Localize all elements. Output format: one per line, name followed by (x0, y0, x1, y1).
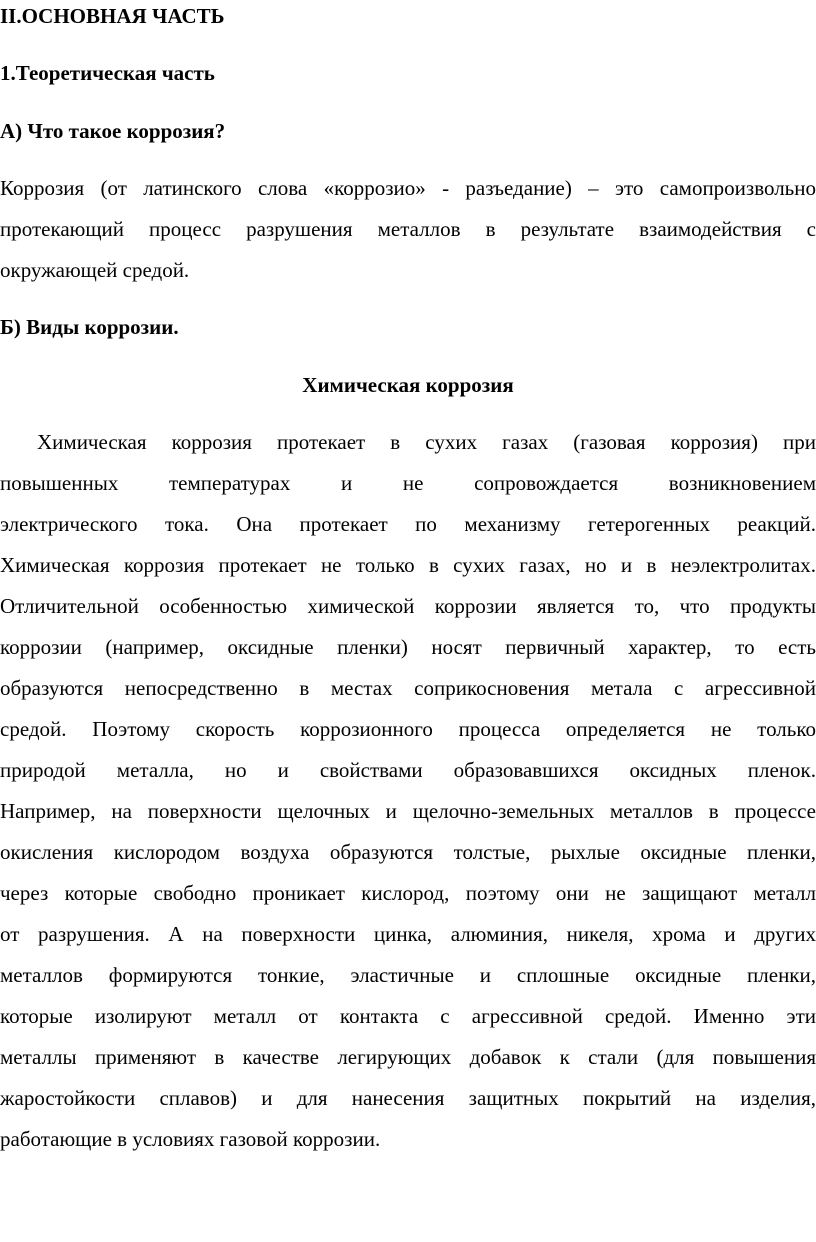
chemical-line: средой. Поэтому скорость коррозионного процесса определяется не только (0, 717, 816, 741)
chemical-line: электрического тока. Она протекает по механизму гетерогенных реакций. (0, 512, 816, 536)
intro-line: Коррозия (от латинского слова «коррозио» - разъедание) – это самопроизвольно (0, 176, 816, 200)
heading-main: II.ОСНОВНАЯ ЧАСТЬ (0, 4, 225, 28)
chemical-line: коррозии (например, оксидные пленки) носят первичный характер, то есть (0, 635, 816, 659)
intro-line: окружающей средой. (0, 258, 190, 282)
chemical-line: через которые свободно проникает кислород, поэтому они не защищают металл (0, 881, 816, 905)
heading-what-is-corrosion: А) Что такое коррозия? (0, 119, 226, 143)
chemical-line: окисления кислородом воздуха образуются толстые, рыхлые оксидные пленки, (0, 840, 816, 864)
chemical-line: образуются непосредственно в местах соприкосновения метала с агрессивной (0, 676, 816, 700)
chemical-line: которые изолируют металл от контакта с агрессивной средой. Именно эти (0, 1004, 816, 1028)
chemical-line: природой металла, но и свойствами образовавшихся оксидных пленок. (0, 758, 816, 782)
heading-chemical-corrosion: Химическая коррозия (302, 373, 514, 397)
heading-theory: 1.Теоретическая часть (0, 61, 215, 85)
chemical-line: Химическая коррозия протекает в сухих газах (газовая коррозия) при (37, 430, 816, 454)
intro-line: протекающий процесс разрушения металлов в результате взаимодействия с (0, 217, 816, 241)
chemical-line: металлы применяют в качестве легирующих добавок к стали (для повышения (0, 1045, 816, 1069)
chemical-line: от разрушения. А на поверхности цинка, алюминия, никеля, хрома и других (0, 922, 816, 946)
chemical-line: Химическая коррозия протекает не только в сухих газах, но и в неэлектролитах. (0, 553, 816, 577)
chemical-line: работающие в условиях газовой коррозии. (0, 1127, 381, 1151)
chemical-line: жаростойкости сплавов) и для нанесения защитных покрытий на изделия, (0, 1086, 816, 1110)
heading-corrosion-types: Б) Виды коррозии. (0, 315, 179, 339)
chemical-line: повышенных температурах и не сопровождается возникновением (0, 471, 816, 495)
chemical-line: Например, на поверхности щелочных и щелочно-земельных металлов в процессе (0, 799, 816, 823)
chemical-line: Отличительной особенностью химической коррозии является то, что продукты (0, 594, 816, 618)
chemical-line: металлов формируются тонкие, эластичные и сплошные оксидные пленки, (0, 963, 816, 987)
